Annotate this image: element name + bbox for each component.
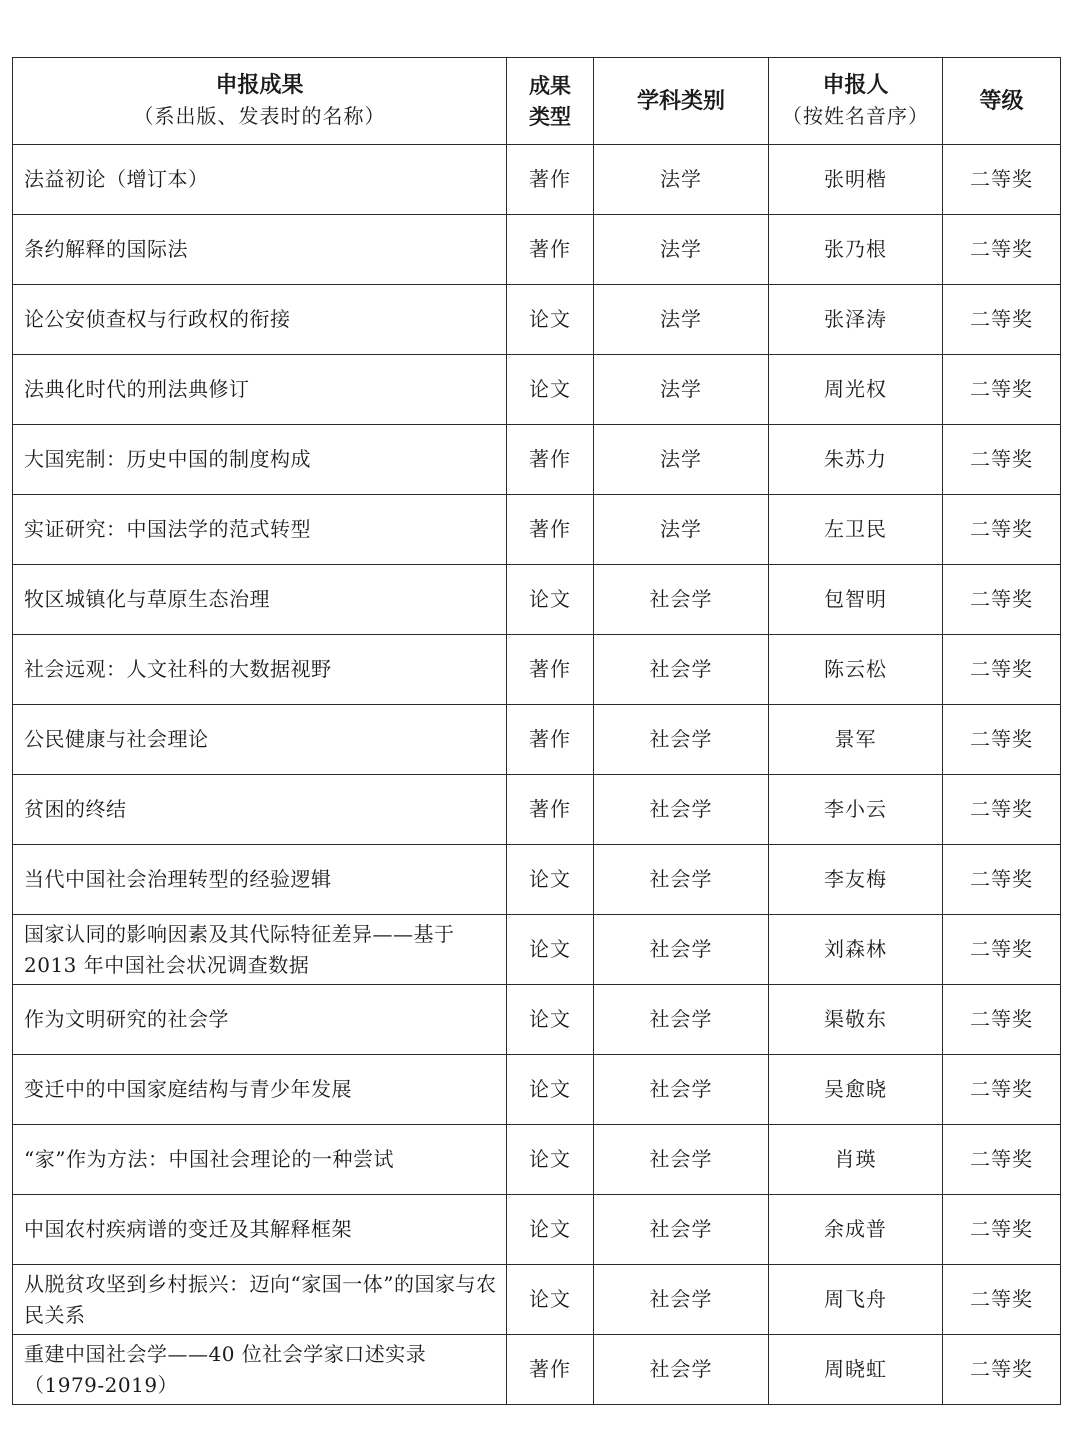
achievement-title-cell: 法典化时代的刑法典修订 xyxy=(13,355,507,425)
discipline-cell: 法学 xyxy=(594,425,769,495)
header-achievement-note: （系出版、发表时的名称） xyxy=(133,104,386,128)
table-row xyxy=(13,425,1061,495)
grade-cell: 二等奖 xyxy=(943,285,1061,355)
achievement-title-cell: 牧区城镇化与草原生态治理 xyxy=(13,565,507,635)
grade-cell: 二等奖 xyxy=(943,565,1061,635)
header-applicant-title: 申报人 xyxy=(822,72,889,98)
grade-cell: 二等奖 xyxy=(943,705,1061,775)
achievement-title-cell: 法益初论（增订本） xyxy=(13,145,507,215)
header-grade: 等级 xyxy=(943,58,1061,145)
discipline-cell: 法学 xyxy=(594,355,769,425)
table-row xyxy=(13,705,1061,775)
type-cell: 著作 xyxy=(507,635,594,705)
grade-cell: 二等奖 xyxy=(943,355,1061,425)
achievement-title-cell: 社会远观：人文社科的大数据视野 xyxy=(13,635,507,705)
discipline-cell: 社会学 xyxy=(594,1195,769,1265)
type-cell: 著作 xyxy=(507,425,594,495)
applicant-cell: 左卫民 xyxy=(769,495,943,565)
table-row xyxy=(13,285,1061,355)
discipline-cell: 社会学 xyxy=(594,565,769,635)
applicant-cell: 李友梅 xyxy=(769,845,943,915)
applicant-cell: 李小云 xyxy=(769,775,943,845)
achievement-title-cell: 实证研究：中国法学的范式转型 xyxy=(13,495,507,565)
achievement-title-cell: 作为文明研究的社会学 xyxy=(13,985,507,1055)
discipline-cell: 社会学 xyxy=(594,1265,769,1335)
table-row xyxy=(13,1335,1061,1405)
achievement-title-cell: 公民健康与社会理论 xyxy=(13,705,507,775)
grade-cell: 二等奖 xyxy=(943,1265,1061,1335)
table-row xyxy=(13,1265,1061,1335)
discipline-cell: 法学 xyxy=(594,495,769,565)
applicant-cell: 吴愈晓 xyxy=(769,1055,943,1125)
type-cell: 论文 xyxy=(507,355,594,425)
applicant-cell: 周光权 xyxy=(769,355,943,425)
discipline-cell: 社会学 xyxy=(594,985,769,1055)
table-row xyxy=(13,565,1061,635)
applicant-cell: 余成普 xyxy=(769,1195,943,1265)
header-type-line2: 类型 xyxy=(529,104,571,129)
grade-cell: 二等奖 xyxy=(943,145,1061,215)
applicant-cell: 肖瑛 xyxy=(769,1125,943,1195)
achievement-title-cell: 论公安侦查权与行政权的衔接 xyxy=(13,285,507,355)
grade-cell: 二等奖 xyxy=(943,215,1061,285)
applicant-cell: 张乃根 xyxy=(769,215,943,285)
applicant-cell: 朱苏力 xyxy=(769,425,943,495)
table-row xyxy=(13,915,1061,985)
achievement-title-cell: 条约解释的国际法 xyxy=(13,215,507,285)
grade-cell: 二等奖 xyxy=(943,845,1061,915)
discipline-cell: 法学 xyxy=(594,285,769,355)
discipline-cell: 社会学 xyxy=(594,915,769,985)
type-cell: 论文 xyxy=(507,985,594,1055)
grade-cell: 二等奖 xyxy=(943,425,1061,495)
discipline-cell: 社会学 xyxy=(594,635,769,705)
applicant-cell: 景军 xyxy=(769,705,943,775)
achievement-title-cell: 重建中国社会学——40 位社会学家口述实录（1979-2019） xyxy=(13,1335,507,1405)
table-row xyxy=(13,985,1061,1055)
applicant-cell: 包智明 xyxy=(769,565,943,635)
grade-cell: 二等奖 xyxy=(943,915,1061,985)
achievement-title-cell: 中国农村疾病谱的变迁及其解释框架 xyxy=(13,1195,507,1265)
header-row xyxy=(13,58,1061,145)
type-cell: 论文 xyxy=(507,565,594,635)
grade-cell: 二等奖 xyxy=(943,985,1061,1055)
discipline-cell: 法学 xyxy=(594,215,769,285)
grade-cell: 二等奖 xyxy=(943,635,1061,705)
table-row xyxy=(13,145,1061,215)
discipline-cell: 社会学 xyxy=(594,1125,769,1195)
type-cell: 著作 xyxy=(507,495,594,565)
achievement-title-cell: 大国宪制：历史中国的制度构成 xyxy=(13,425,507,495)
applicant-cell: 渠敬东 xyxy=(769,985,943,1055)
achievement-title-cell: 贫困的终结 xyxy=(13,775,507,845)
discipline-cell: 社会学 xyxy=(594,845,769,915)
type-cell: 论文 xyxy=(507,915,594,985)
discipline-cell: 社会学 xyxy=(594,705,769,775)
type-cell: 论文 xyxy=(507,1195,594,1265)
table-row xyxy=(13,1055,1061,1125)
type-cell: 论文 xyxy=(507,285,594,355)
header-type xyxy=(507,58,594,145)
header-applicant xyxy=(769,58,943,145)
achievement-title-cell: 从脱贫攻坚到乡村振兴：迈向“家国一体”的国家与农民关系 xyxy=(13,1265,507,1335)
grade-cell: 二等奖 xyxy=(943,1195,1061,1265)
table-row xyxy=(13,1125,1061,1195)
table-row xyxy=(13,215,1061,285)
discipline-cell: 社会学 xyxy=(594,1335,769,1405)
applicant-cell: 周晓虹 xyxy=(769,1335,943,1405)
achievement-title-cell: 变迁中的中国家庭结构与青少年发展 xyxy=(13,1055,507,1125)
awards-table xyxy=(12,57,1061,1405)
discipline-cell: 法学 xyxy=(594,145,769,215)
achievement-title-cell: “家”作为方法：中国社会理论的一种尝试 xyxy=(13,1125,507,1195)
header-achievement xyxy=(13,58,507,145)
type-cell: 论文 xyxy=(507,1125,594,1195)
type-cell: 著作 xyxy=(507,705,594,775)
grade-cell: 二等奖 xyxy=(943,1055,1061,1125)
table-row xyxy=(13,635,1061,705)
type-cell: 论文 xyxy=(507,1055,594,1125)
applicant-cell: 张泽涛 xyxy=(769,285,943,355)
table-row xyxy=(13,355,1061,425)
grade-cell: 二等奖 xyxy=(943,775,1061,845)
applicant-cell: 陈云松 xyxy=(769,635,943,705)
header-achievement-title: 申报成果 xyxy=(215,72,304,98)
discipline-cell: 社会学 xyxy=(594,1055,769,1125)
header-applicant-note: （按姓名音序） xyxy=(782,104,929,128)
header-discipline: 学科类别 xyxy=(594,58,769,145)
applicant-cell: 张明楷 xyxy=(769,145,943,215)
table-row xyxy=(13,845,1061,915)
grade-cell: 二等奖 xyxy=(943,1125,1061,1195)
grade-cell: 二等奖 xyxy=(943,1335,1061,1405)
table-row xyxy=(13,1195,1061,1265)
type-cell: 论文 xyxy=(507,1265,594,1335)
achievement-title-cell: 当代中国社会治理转型的经验逻辑 xyxy=(13,845,507,915)
grade-cell: 二等奖 xyxy=(943,495,1061,565)
type-cell: 著作 xyxy=(507,775,594,845)
type-cell: 著作 xyxy=(507,1335,594,1405)
type-cell: 著作 xyxy=(507,145,594,215)
applicant-cell: 周飞舟 xyxy=(769,1265,943,1335)
table-row xyxy=(13,775,1061,845)
achievement-title-cell: 国家认同的影响因素及其代际特征差异——基于 2013 年中国社会状况调查数据 xyxy=(13,915,507,985)
type-cell: 著作 xyxy=(507,215,594,285)
header-type-line1: 成果 xyxy=(529,73,571,98)
applicant-cell: 刘森林 xyxy=(769,915,943,985)
table-row xyxy=(13,495,1061,565)
type-cell: 论文 xyxy=(507,845,594,915)
discipline-cell: 社会学 xyxy=(594,775,769,845)
